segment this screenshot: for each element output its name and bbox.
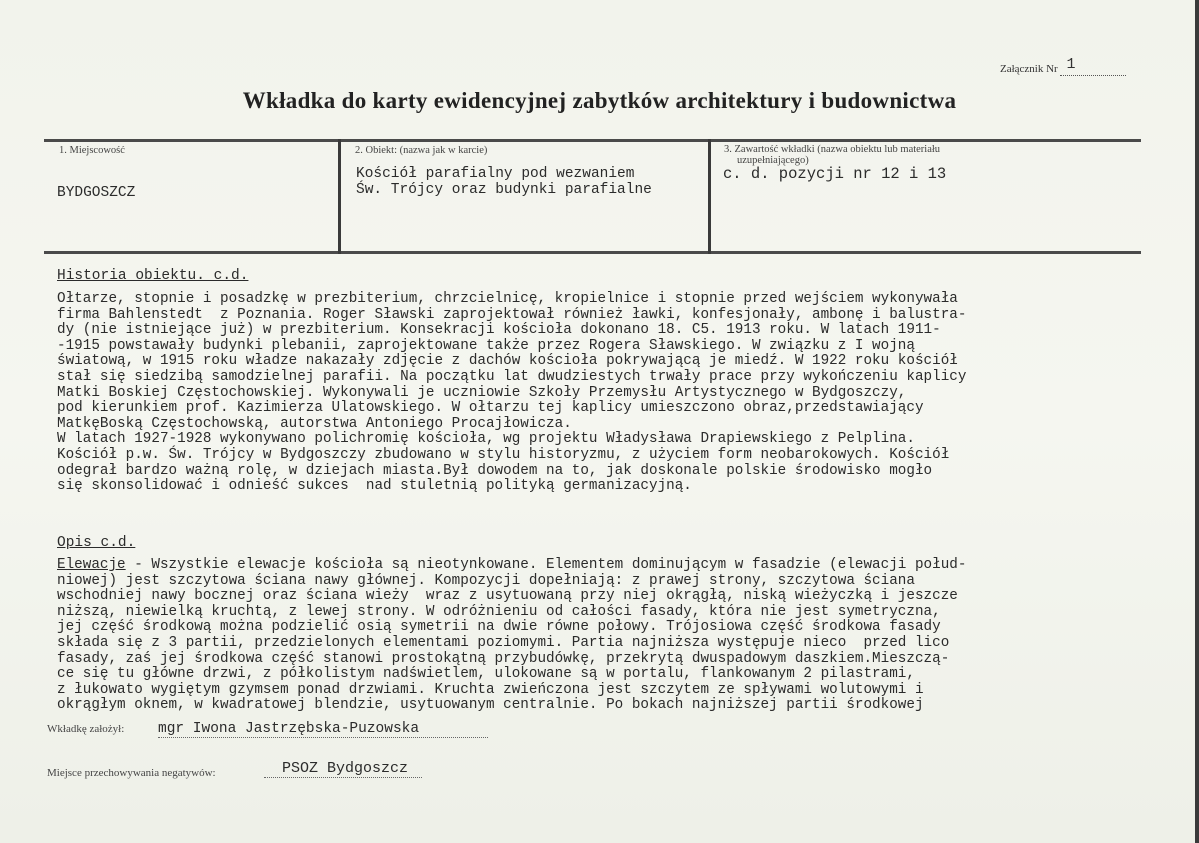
history-line: stał się siedzibą samodzielnej parafii. Na początku lat dwudziestych trwały prace przy wykończeniu kaplicy [57, 368, 967, 385]
history-line: światową, w 1915 roku władze nakazały zdjęcie z dachów kościoła pokrywającą je miedź. W 1922 roku kościół [57, 353, 958, 370]
history-line: odegrał bardzo ważną rolę, w dziejach miasta.Był dowodem na to, jak doskonale polskie środowisko mogło [57, 462, 933, 479]
locality-label: 1. Miejscowość [59, 145, 125, 156]
history-text [57, 292, 1157, 495]
table-bottom-border [44, 251, 1141, 254]
description-line: niowej) jest szczytowa ściana nawy głównej. Kompozycji dopełniają: z prawej strony, szczytowa ściana [57, 572, 915, 589]
table-divider-1 [338, 139, 341, 254]
author-value: mgr Iwona Jastrzębska-Puzowska [158, 721, 488, 738]
description-line: wschodniej nawy bocznej oraz ściana wieży wraz z usytuowaną przy niej okrągłą, niską wieżyczką i jeszcze [57, 588, 958, 605]
history-line: się skonsolidować i odnieść sukces nad stuletnią polityką germanizacyjną. [57, 478, 692, 495]
description-line: Elewacje - Wszystkie elewacje kościoła są nieotynkowane. Elementem dominującym w fasadzie (elewacji połud- [57, 557, 967, 573]
annex-number [1000, 56, 1126, 76]
description-line: niższą, niewielką kruchtą, z lewej strony. W odróżnieniu od całości fasady, która nie jest symetryczna, [57, 603, 941, 620]
annex-number-value: 1 [1060, 63, 1126, 76]
object-value-line-1: Kościół parafialny pod wezwaniem [356, 166, 635, 182]
history-line: Kościół p.w. Św. Trójcy w Bydgoszczy zbudowano w stylu historyzmu, z użyciem form neobarokowych. Kościół [57, 446, 950, 463]
history-line: firma Bahlenstedt z Poznania. Roger Sławski zaprojektował również ławki, konfesjonały, ambonę i balustra- [57, 306, 967, 323]
negatives-label: Miejsce przechowywania negatywów: [47, 767, 216, 779]
history-line: Matki Boskiej Częstochowskiej. Wykonywali je uczniowie Szkoły Przemysłu Artystycznego w Bydgoszczy, [57, 384, 907, 401]
history-line: W latach 1927-1928 wykonywano polichromię kościoła, wg projektu Władysława Drapiewskiego z Pelplina. [57, 431, 915, 448]
description-line: okrągłym oknem, w kwadratowej blendzie, usytuowanym centralnie. Po bokach najniższej partii środkowej [57, 697, 924, 714]
object-label: 2. Obiekt: (nazwa jak w karcie) [355, 145, 488, 156]
description-heading: Opis c.d. [57, 535, 136, 551]
description-line: składa się z 3 partii, przedzielonych elementami poziomymi. Partia najniższa występuje nieco przed lico [57, 634, 950, 651]
table-top-border [44, 139, 1141, 142]
insert-content-label-line-2: uzupełniającego) [737, 155, 809, 166]
description-line: fasady, zaś jej środkowa część stanowi prostokątną przybudówkę, przekrytą dwuspadowym daszkiem.Mieszczą- [57, 650, 950, 667]
insert-content-value: c. d. pozycji nr 12 i 13 [723, 165, 947, 183]
locality-value: BYDGOSZCZ [57, 185, 136, 201]
annex-label: Załącznik Nr [1000, 63, 1058, 75]
description-line: jej część środkową można podzielić osią symetrii na dwie równe połowy. Trójosiowa część środkowa fasady [57, 619, 941, 636]
elevations-term: Elewacje [57, 557, 126, 573]
description-line: z łukowato wygiętym gzymsem ponad drzwiami. Kruchta zwieńczona jest szczytem ze spływami wolutowymi i [57, 681, 924, 698]
history-line: MatkęBoską Częstochowską, autorstwa Antoniego Procajłowicza. [57, 415, 572, 432]
object-value-line-2: Św. Trójcy oraz budynki parafialne [356, 182, 652, 198]
negatives-value: PSOZ Bydgoszcz [264, 760, 422, 778]
author-label: Wkładkę założył: [47, 723, 125, 735]
table-divider-2 [708, 139, 711, 254]
history-line: dy (nie istniejące już) w prezbiterium. Konsekracji kościoła dokonano 18. C5. 1913 roku. W latach 1911- [57, 322, 941, 339]
description-text [57, 558, 1157, 714]
history-heading: Historia obiektu. c.d. [57, 268, 249, 284]
page-title: Wkładka do karty ewidencyjnej zabytków architektury i budownictwa [242, 88, 957, 113]
insert-content-label-line-1: 3. Zawartość wkładki (nazwa obiektu lub materiału [724, 144, 941, 155]
history-line: Ołtarze, stopnie i posadzkę w prezbiterium, chrzcielnicę, kropielnice i stopnie przed wejściem wykonywała [57, 291, 958, 307]
history-line: pod kierunkiem prof. Kazimierza Ulatowskiego. W ołtarzu tej kaplicy umieszczono obraz,przedstawiający [57, 400, 924, 417]
page-edge [1195, 0, 1199, 843]
description-line: ce się tu główne drzwi, z półkolistym nadświetlem, ulokowane są w portalu, flankowanym 2 pilastrami, [57, 666, 915, 683]
history-line: -1915 powstawały budynki plebanii, zaprojektowane także przez Rogera Sławskiego. W związku z I wojną [57, 337, 915, 354]
